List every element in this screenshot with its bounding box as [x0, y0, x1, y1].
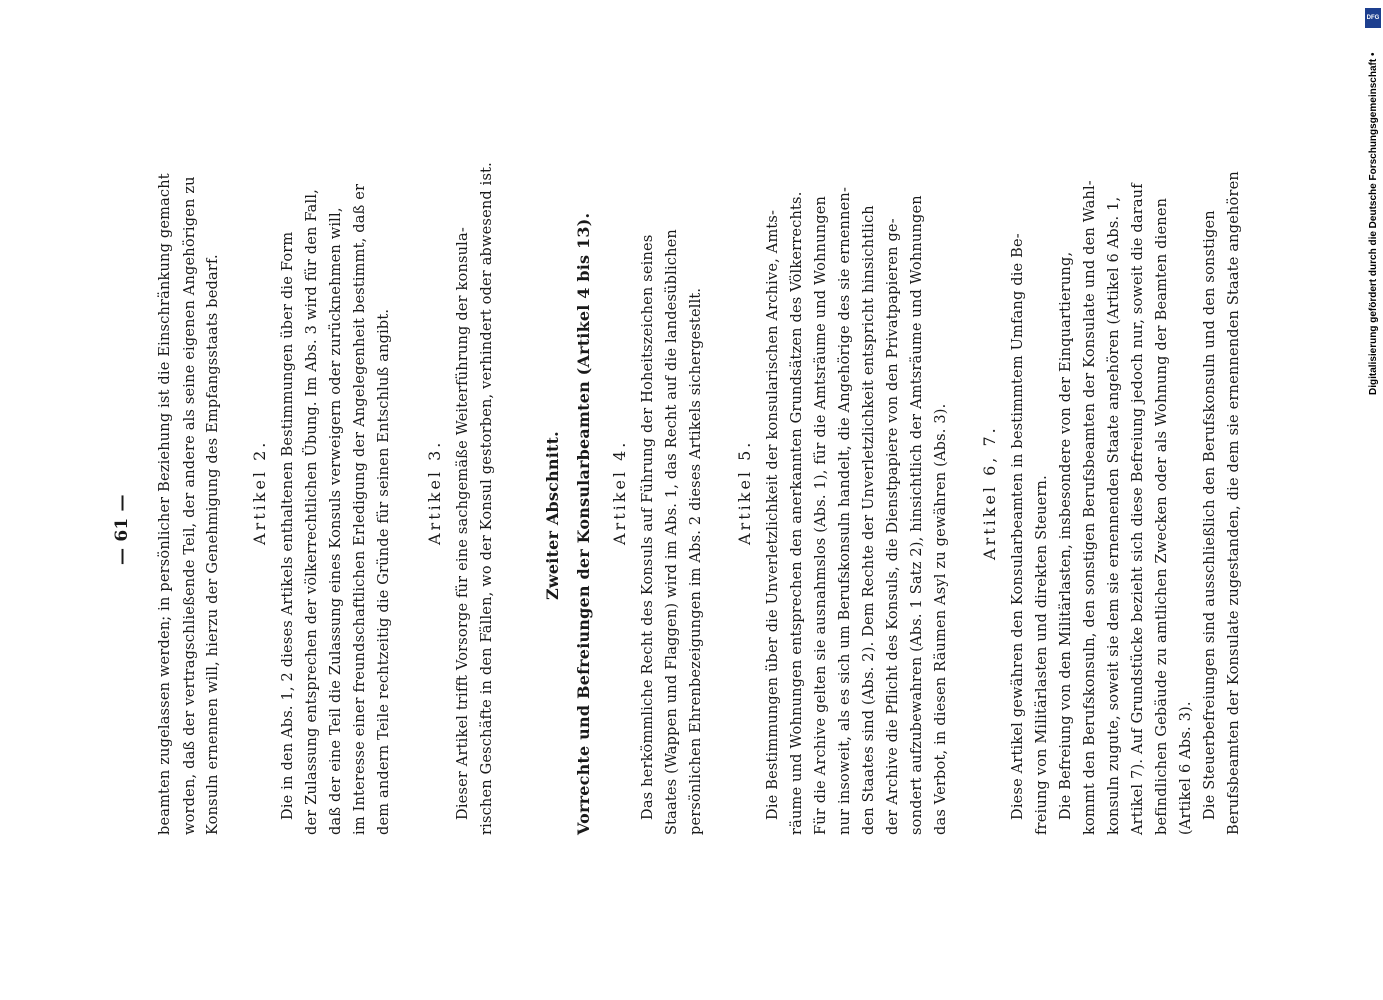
artikel-6-7-line: Die Steuerbefreiungen sind ausschließlich den Berufskonsuln und den sonstigen	[1202, 210, 1218, 820]
section-title: Zweiter Abschnitt.	[543, 431, 562, 600]
artikel-6-7-line: Artikel 7). Auf Grundstücke bezieht sich diese Befreiung jedoch nur, soweit die darauf	[1130, 183, 1146, 835]
digitization-note: Digitalisierung gefördert durch die Deutsche Forschungsgemeinschaft •	[1368, 52, 1379, 395]
page-number: — 61 —	[112, 494, 132, 565]
artikel-6-7-line: konsuln zugute, soweit sie dem sie ernennenden Staate angehören (Artikel 6 Abs. 1,	[1106, 196, 1122, 835]
artikel-5-line: das Verbot, in diesen Räumen Asyl zu gewähren (Abs. 3).	[933, 403, 949, 835]
artikel-5-line: nur insoweit, als es sich um Berufskonsuln handelt, die Angehörige des sie ernennen-	[837, 186, 853, 835]
artikel-4-heading: Artikel 4.	[610, 439, 629, 545]
artikel-5-line: sondert aufzubewahren (Abs. 1 Satz 2), hinsichtlich der Amtsräume und Wohnungen	[909, 195, 925, 835]
section-subtitle: Vorrechte und Befreiungen der Konsularbeamten (Artikel 4 bis 13).	[574, 212, 593, 835]
artikel-2-line: Die in den Abs. 1, 2 dieses Artikels enthaltenen Bestimmungen über die Form	[280, 231, 296, 820]
artikel-4-line: Das herkömmliche Recht des Konsuls auf Führung der Hoheitszeichen seines	[640, 234, 656, 820]
artikel-4-line: Staates (Wappen und Flaggen) wird im Abs. 1, das Recht auf die landesüblichen	[664, 229, 680, 835]
intro-line-2: worden, daß der vertragschließende Teil, der andere als seine eigenen Angehörigen zu	[182, 176, 198, 835]
artikel-5-line: Die Bestimmungen über die Unverletzlichkeit der konsularischen Archive, Amts-	[765, 209, 781, 820]
artikel-2-line: dem andern Teile rechtzeitig die Gründe für seinen Entschluß angibt.	[376, 308, 392, 835]
intro-line-1: beamten zugelassen werden; in persönlicher Beziehung ist die Einschränkung gemacht	[157, 173, 173, 835]
artikel-6-7-heading: Artikel 6, 7.	[980, 425, 999, 560]
artikel-2-heading: Artikel 2.	[250, 439, 269, 545]
artikel-5-heading: Artikel 5.	[735, 439, 754, 545]
artikel-2-line: im Interesse einer freundschaftlichen Erledigung der Angelegenheit bestimmt, daß er	[352, 183, 368, 835]
artikel-5-line: den Staates sind (Abs. 2). Dem Rechte der Unverletzlichkeit entspricht hinsichtlich	[861, 205, 877, 835]
dfg-logo: DFG	[1365, 8, 1381, 28]
artikel-6-7-line: kommt den Berufskonsuln, den sonstigen Berufsbeamten der Konsulate und den Wahl-	[1082, 180, 1098, 835]
artikel-5-line: räume und Wohnungen entsprechen den anerkannten Grundsätzen des Völkerrechts.	[789, 191, 805, 835]
artikel-6-7-line: Berufsbeamten der Konsulate zugestanden, die dem sie ernennenden Staate angehören	[1226, 171, 1242, 835]
artikel-3-line: Dieser Artikel trifft Vorsorge für eine sachgemäße Weiterführung der konsula-	[455, 227, 471, 820]
artikel-2-line: daß der eine Teil die Zulassung eines Konsuls verweigern oder zurücknehmen will,	[328, 207, 344, 835]
artikel-6-7-line: Diese Artikel gewähren den Konsularbeamten in bestimmtem Umfang die Be-	[1010, 233, 1026, 820]
artikel-2-line: der Zulassung entsprechen der völkerrechtlichen Übung. Im Abs. 3 wird für den Fall,	[304, 189, 320, 835]
artikel-6-7-line: befindlichen Gebäude zu amtlichen Zwecken oder als Wohnung der Beamten dienen	[1154, 197, 1170, 835]
artikel-6-7-line: freiung von Militärlasten und direkten Steuern.	[1034, 475, 1050, 835]
artikel-5-line: Für die Archive gelten sie ausnahmslos (Abs. 1), für die Amtsräume und Wohnungen	[813, 195, 829, 835]
artikel-6-7-line: Die Befreiung von den Militärlasten, insbesondere von der Einquartierung,	[1058, 251, 1074, 820]
artikel-6-7-line: (Artikel 6 Abs. 3).	[1178, 701, 1194, 835]
artikel-4-line: persönlichen Ehrenbezeigungen im Abs. 2 dieses Artikels sichergestellt.	[688, 287, 704, 835]
intro-line-3: Konsuln ernennen will, hierzu der Genehmigung des Empfangsstaats bedarf.	[205, 254, 221, 835]
artikel-3-heading: Artikel 3.	[425, 439, 444, 545]
artikel-5-line: der Archive die Pflicht des Konsuls, die Dienstpapiere von den Privatpapieren ge-	[885, 218, 901, 835]
artikel-3-line: rischen Geschäfte in den Fällen, wo der Konsul gestorben, verhindert oder abwesend ist.	[479, 162, 495, 835]
